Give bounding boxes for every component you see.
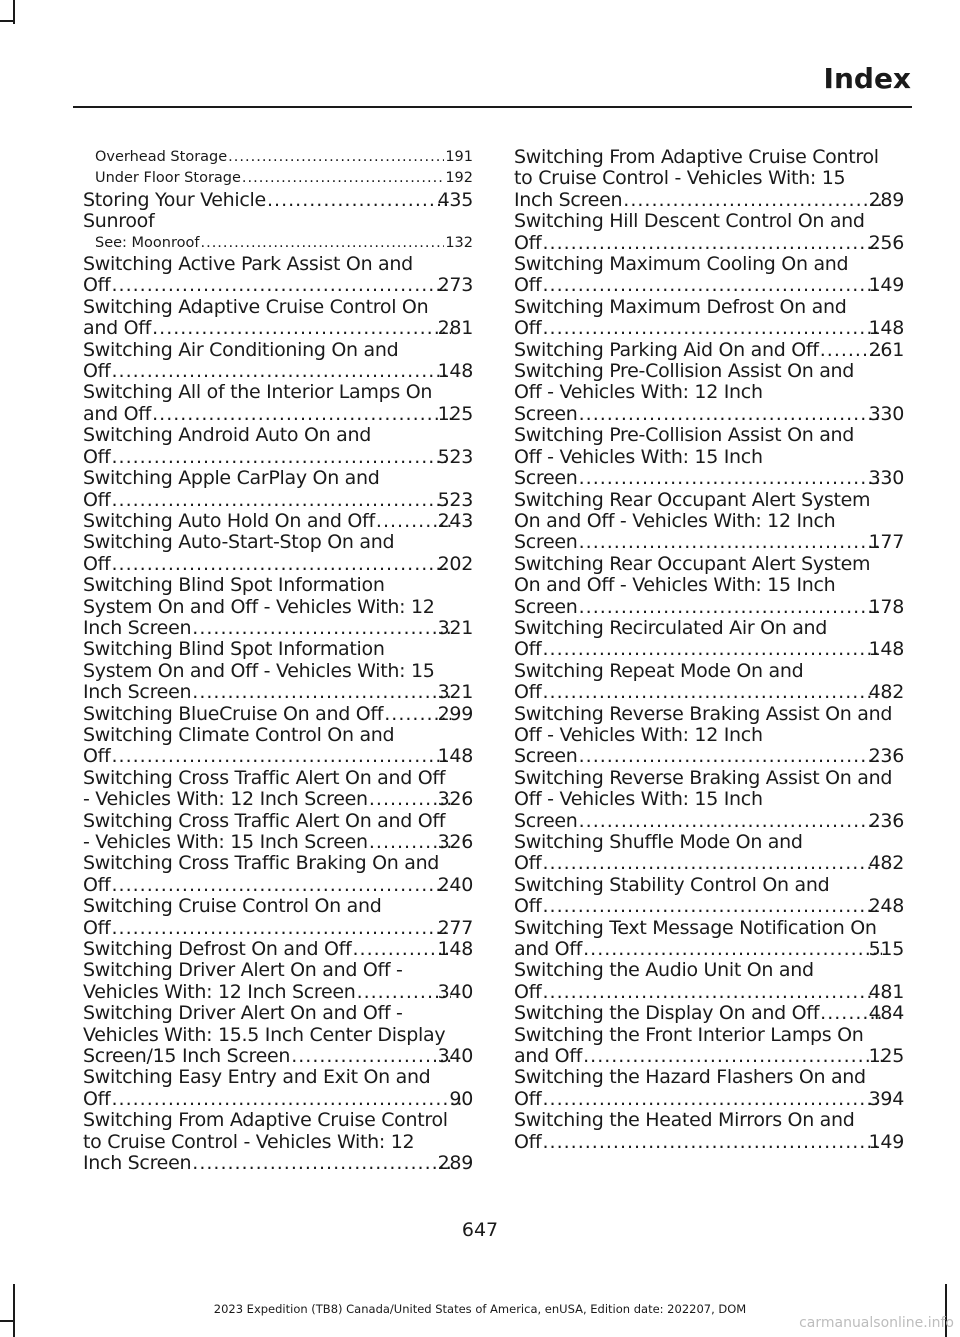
entry-text: Switching Maximum Defrost On and (514, 295, 847, 318)
dot-leader (583, 939, 882, 960)
index-entry[interactable] (514, 1025, 904, 1068)
entry-text: Off (83, 1087, 111, 1110)
dot-leader (583, 1046, 882, 1067)
index-entry[interactable] (83, 468, 473, 511)
entry-text: Off (514, 980, 542, 1003)
entry-text: Screen (514, 467, 578, 490)
index-entry[interactable] (514, 1067, 904, 1110)
entry-text: Off (514, 852, 542, 875)
dot-leader (111, 918, 450, 939)
entry-page-number[interactable]: 481 (868, 980, 904, 1003)
index-entry[interactable] (83, 254, 473, 297)
entry-page-number[interactable]: 148 (437, 938, 473, 961)
entry-text: Switching the Hazard Flashers On and (514, 1066, 866, 1089)
entry-text: Off (514, 681, 542, 704)
index-subentry[interactable] (83, 168, 473, 189)
entry-page-number[interactable]: 330 (868, 402, 904, 425)
dot-leader (356, 982, 450, 1003)
dot-leader (267, 190, 451, 211)
entry-page-number[interactable]: 125 (868, 1045, 904, 1068)
entry-text: Off (83, 488, 111, 511)
entry-page-number[interactable]: 330 (868, 467, 904, 490)
dot-leader (542, 682, 881, 703)
entry-text: Overhead Storage (95, 149, 228, 165)
entry-text: Inch Screen (83, 681, 192, 704)
entry-text: Off - Vehicles With: 12 Inch (514, 381, 763, 404)
index-entry[interactable] (514, 297, 904, 340)
entry-text: Switching Text Message Notification On (514, 916, 877, 939)
dot-leader (579, 404, 882, 425)
entry-text: Switching Maximum Cooling On and (514, 253, 849, 276)
entry-text: Switching Rear Occupant Alert System (514, 552, 871, 575)
dot-leader (579, 532, 882, 553)
index-entry[interactable] (83, 297, 473, 340)
entry-text: Off (83, 445, 111, 468)
entry-text: System On and Off - Vehicles With: 12 (83, 595, 435, 618)
index-entry[interactable] (514, 918, 904, 961)
index-entry[interactable] (83, 511, 473, 532)
dot-leader (579, 811, 882, 832)
index-entry[interactable] (83, 704, 473, 725)
entry-text: Off (83, 873, 111, 896)
entry-text: and Off (83, 317, 152, 340)
entry-text: Off (514, 1087, 542, 1110)
entry-text: Screen (514, 402, 578, 425)
entry-page-number[interactable]: 523 (437, 445, 473, 468)
dot-leader (111, 875, 450, 896)
dot-leader (542, 1089, 881, 1110)
index-subentry[interactable] (83, 233, 473, 254)
index-entry[interactable] (83, 1110, 473, 1174)
entry-page-number[interactable]: 177 (868, 531, 904, 554)
page-number: 647 (461, 1219, 499, 1241)
entry-text: Inch Screen (83, 616, 192, 639)
entry-page-number[interactable]: 191 (445, 149, 473, 165)
entry-page-number[interactable]: 148 (868, 317, 904, 340)
entry-text: Switching Repeat Mode On and (514, 659, 804, 682)
entry-text: Off (514, 638, 542, 661)
entry-page-number[interactable]: 523 (437, 488, 473, 511)
header-divider (73, 106, 912, 108)
entry-text: Off (83, 916, 111, 939)
entry-text: Switching Blind Spot Information (83, 574, 385, 597)
dot-leader (152, 404, 451, 425)
entry-page-number[interactable]: 281 (437, 317, 473, 340)
entry-page-number[interactable]: 148 (868, 638, 904, 661)
index-entry[interactable] (83, 1067, 473, 1110)
entry-text: Screen (514, 595, 578, 618)
entry-text: Switching Reverse Braking Assist On and (514, 702, 893, 725)
entry-text: Switching Adaptive Cruise Control On (83, 295, 429, 318)
entry-page-number[interactable]: 289 (437, 1152, 473, 1175)
entry-text: Switching Easy Entry and Exit On and (83, 1066, 431, 1089)
dot-leader (111, 554, 450, 575)
entry-text: Off (514, 1130, 542, 1153)
entry-page-number[interactable]: 321 (437, 616, 473, 639)
entry-text: - Vehicles With: 12 Inch Screen (83, 788, 368, 811)
entry-text: Off (514, 317, 542, 340)
index-entry[interactable] (83, 532, 473, 575)
dot-leader (242, 168, 444, 189)
entry-text: Switching BlueCruise On and Off (83, 702, 384, 725)
index-entry[interactable] (514, 661, 904, 704)
entry-text: Off (514, 231, 542, 254)
page-title: Index (823, 62, 911, 95)
index-entry[interactable] (514, 340, 904, 361)
entry-text: Screen/15 Inch Screen (83, 1045, 291, 1068)
entry-page-number[interactable]: 236 (868, 809, 904, 832)
entry-page-number[interactable]: 125 (437, 402, 473, 425)
entry-text: Switching Android Auto On and (83, 424, 371, 447)
entry-page-number[interactable]: 202 (437, 552, 473, 575)
entry-page-number[interactable]: 435 (437, 188, 473, 211)
dot-leader (623, 190, 881, 211)
index-entry[interactable] (83, 382, 473, 425)
entry-page-number[interactable]: 277 (437, 916, 473, 939)
entry-text: Switching Blind Spot Information (83, 638, 385, 661)
entry-text: Inch Screen (83, 1152, 192, 1175)
entry-page-number[interactable]: 240 (437, 873, 473, 896)
entry-page-number[interactable]: 248 (868, 895, 904, 918)
entry-text: Switching Shuffle Mode On and (514, 831, 803, 853)
entry-page-number[interactable]: 90 (449, 1087, 473, 1110)
dot-leader (542, 896, 881, 917)
index-entry[interactable] (83, 939, 473, 960)
index-entry[interactable] (83, 811, 473, 854)
entry-text: Off - Vehicles With: 15 Inch (514, 445, 763, 468)
index-entry[interactable] (514, 490, 904, 554)
index-entry[interactable] (514, 554, 904, 618)
entry-text: to Cruise Control - Vehicles With: 15 (514, 167, 846, 190)
entry-text: Storing Your Vehicle (83, 188, 266, 211)
index-entry[interactable] (83, 896, 473, 939)
entry-text: Switching Cruise Control On and (83, 895, 382, 918)
index-entry[interactable] (514, 768, 904, 832)
entry-page-number[interactable]: 132 (445, 234, 473, 251)
entry-text: Switching Pre-Collision Assist On and (514, 360, 855, 383)
entry-text: Off (514, 274, 542, 297)
entry-text: and Off (514, 1045, 583, 1068)
entry-page-number[interactable]: 243 (437, 509, 473, 532)
entry-page-number[interactable]: 340 (437, 1045, 473, 1068)
entry-text: Switching Driver Alert On and Off - (83, 959, 403, 982)
index-entry[interactable] (514, 147, 904, 211)
entry-text: Switching Apple CarPlay On and (83, 467, 380, 490)
dot-leader (579, 746, 882, 767)
index-entry[interactable] (514, 960, 904, 1003)
watermark: carmanualsonline.info (799, 1315, 954, 1331)
entry-text: Off (83, 360, 111, 383)
entry-text: Switching Pre-Collision Assist On and (514, 424, 855, 447)
entry-text: Switching Auto Hold On and Off (83, 509, 375, 532)
dot-leader (192, 682, 450, 703)
index-entry[interactable] (83, 340, 473, 383)
entry-text: Switching Air Conditioning On and (83, 338, 399, 361)
index-entry[interactable] (83, 425, 473, 468)
entry-text: Switching Auto-Start-Stop On and (83, 531, 395, 554)
index-column-right (514, 147, 904, 1153)
footer-edition-info: 2023 Expedition (TB8) Canada/United States of America, enUSA, Edition date: 202207, DOM (213, 1302, 747, 1316)
entry-text: Under Floor Storage (95, 170, 241, 187)
dot-leader (291, 1046, 450, 1067)
entry-text: Vehicles With: 12 Inch Screen (83, 980, 356, 1003)
index-entry[interactable] (83, 1003, 473, 1067)
entry-page-number[interactable]: 482 (868, 681, 904, 704)
index-entry[interactable] (83, 575, 473, 639)
entry-text: Off (83, 274, 111, 297)
entry-text: Sunroof (83, 210, 155, 233)
dot-leader (542, 853, 881, 874)
entry-text: On and Off - Vehicles With: 12 Inch (514, 509, 836, 532)
entry-text: See: Moonroof (95, 234, 200, 251)
index-entry[interactable] (514, 361, 904, 425)
entry-page-number[interactable]: 482 (868, 852, 904, 875)
entry-text: Switching Reverse Braking Assist On and (514, 766, 893, 789)
dot-leader (542, 1132, 881, 1153)
dot-leader (542, 982, 881, 1003)
index-entry[interactable] (514, 832, 904, 875)
dot-leader (542, 233, 881, 254)
entry-text: Off - Vehicles With: 12 Inch (514, 723, 763, 746)
crop-mark (0, 1320, 13, 1322)
index-subentry[interactable] (83, 147, 473, 168)
index-entry[interactable] (83, 639, 473, 703)
dot-leader (192, 1153, 450, 1174)
index-entry[interactable] (514, 618, 904, 661)
entry-text: Switching From Adaptive Cruise Control (514, 146, 879, 168)
entry-page-number[interactable]: 484 (868, 1002, 904, 1025)
dot-leader (111, 275, 450, 296)
entry-text: Switching Recirculated Air On and (514, 616, 828, 639)
entry-text: - Vehicles With: 15 Inch Screen (83, 831, 368, 853)
entry-page-number[interactable]: 149 (868, 274, 904, 297)
entry-text: Switching Active Park Assist On and (83, 253, 413, 276)
entry-text: Switching Driver Alert On and Off - (83, 1002, 403, 1025)
crop-mark (0, 20, 13, 22)
index-entry[interactable] (83, 768, 473, 811)
entry-text: Inch Screen (514, 188, 623, 211)
entry-page-number[interactable]: 178 (868, 595, 904, 618)
entry-text: to Cruise Control - Vehicles With: 12 (83, 1130, 415, 1153)
entry-text: Switching Climate Control On and (83, 723, 395, 746)
entry-page-number[interactable]: 326 (437, 788, 473, 811)
dot-leader (542, 275, 881, 296)
entry-page-number[interactable]: 256 (868, 231, 904, 254)
entry-page-number[interactable]: 192 (445, 170, 473, 187)
entry-page-number[interactable]: 261 (868, 338, 904, 361)
index-entry[interactable] (514, 1110, 904, 1153)
entry-page-number[interactable]: 236 (868, 745, 904, 768)
dot-leader (111, 361, 450, 382)
entry-text: Switching Defrost On and Off (83, 938, 352, 961)
entry-text: and Off (514, 938, 583, 961)
entry-text: Switching Stability Control On and (514, 873, 830, 896)
dot-leader (579, 597, 882, 618)
entry-text: Switching Rear Occupant Alert System (514, 488, 871, 511)
entry-text: Switching Hill Descent Control On and (514, 210, 865, 233)
entry-text: Screen (514, 745, 578, 768)
dot-leader (542, 639, 881, 660)
entry-text: Vehicles With: 15.5 Inch Center Display (83, 1023, 446, 1046)
entry-text: Off - Vehicles With: 15 Inch (514, 788, 763, 811)
entry-text: Switching the Display On and Off (514, 1002, 820, 1025)
entry-text: Off (514, 895, 542, 918)
index-entry[interactable] (83, 725, 473, 768)
crop-mark (13, 0, 15, 24)
entry-text: Off (83, 552, 111, 575)
dot-leader (352, 939, 450, 960)
dot-leader (111, 746, 450, 767)
entry-text: Switching Parking Aid On and Off (514, 338, 819, 361)
index-entry[interactable] (514, 425, 904, 489)
entry-page-number[interactable]: 148 (437, 360, 473, 383)
entry-text: Screen (514, 531, 578, 554)
entry-text: Off (83, 745, 111, 768)
entry-page-number[interactable]: 148 (437, 745, 473, 768)
dot-leader (228, 147, 444, 168)
index-entry[interactable] (514, 1003, 904, 1024)
index-entry[interactable] (83, 960, 473, 1003)
entry-page-number[interactable]: 321 (437, 681, 473, 704)
index-entry[interactable] (514, 211, 904, 254)
index-entry[interactable] (83, 853, 473, 896)
index-entry[interactable] (514, 704, 904, 768)
index-entry[interactable] (514, 875, 904, 918)
entry-page-number[interactable]: 394 (868, 1087, 904, 1110)
index-entry[interactable] (514, 254, 904, 297)
entry-text: Screen (514, 809, 578, 832)
entry-text: System On and Off - Vehicles With: 15 (83, 659, 435, 682)
entry-text: Switching the Heated Mirrors On and (514, 1109, 855, 1132)
entry-page-number[interactable]: 515 (868, 938, 904, 961)
dot-leader (111, 490, 450, 511)
entry-page-number[interactable]: 149 (868, 1130, 904, 1153)
dot-leader (192, 618, 450, 639)
entry-text: Switching From Adaptive Cruise Control (83, 1109, 448, 1132)
entry-page-number[interactable]: 299 (437, 702, 473, 725)
entry-page-number[interactable]: 289 (868, 188, 904, 211)
entry-page-number[interactable]: 340 (437, 980, 473, 1003)
dot-leader (152, 318, 451, 339)
dot-leader (200, 233, 444, 254)
dot-leader (111, 447, 450, 468)
dot-leader (579, 468, 882, 489)
entry-text: and Off (83, 402, 152, 425)
dot-leader (542, 318, 881, 339)
index-entry[interactable] (83, 190, 473, 211)
entry-page-number[interactable]: 273 (437, 274, 473, 297)
entry-text: Switching Cross Traffic Alert On and Off (83, 766, 446, 789)
entry-text: Switching the Front Interior Lamps On (514, 1023, 864, 1046)
entry-text: Switching Cross Traffic Braking On and (83, 852, 440, 875)
entry-text: Switching the Audio Unit On and (514, 959, 814, 982)
entry-text: On and Off - Vehicles With: 15 Inch (514, 574, 836, 597)
entry-text: Switching All of the Interior Lamps On (83, 381, 433, 404)
dot-leader (111, 1089, 462, 1110)
entry-text: Switching Cross Traffic Alert On and Off (83, 809, 446, 832)
entry-page-number[interactable]: 326 (437, 831, 473, 853)
index-column-left (83, 147, 473, 1175)
index-entry[interactable] (83, 211, 473, 232)
